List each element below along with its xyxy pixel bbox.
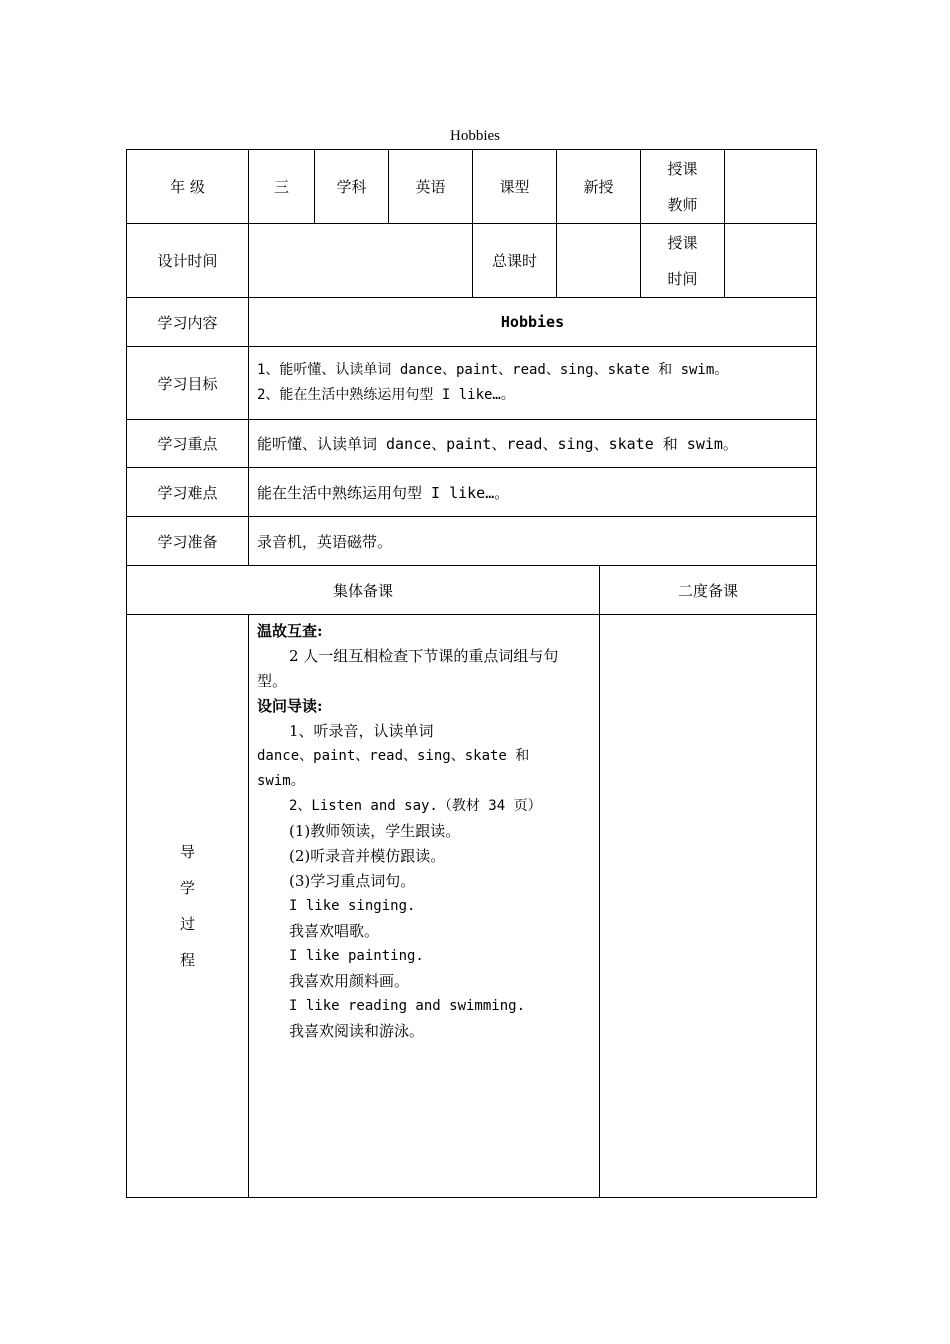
teacher-label-line1: 授课 — [667, 159, 698, 178]
difficulty-value: 能在生活中熟练运用句型 I like…。 — [249, 468, 817, 517]
design-time-label: 设计时间 — [127, 224, 249, 298]
second-prep-content — [600, 615, 817, 1198]
focus-row — [127, 420, 817, 468]
sentence3-en: I like reading and swimming. — [289, 998, 526, 1014]
header-row-1 — [127, 150, 817, 224]
lesson-plan-table — [126, 149, 817, 1198]
design-time-value — [249, 224, 473, 298]
group-prep-heading: 集体备课 — [127, 566, 600, 615]
second-prep-heading: 二度备课 — [600, 566, 817, 615]
guide-heading: 设问导读: — [257, 697, 323, 715]
sub-step-1: (1)教师领读，学生跟读。 — [289, 822, 461, 840]
focus-value: 能听懂、认读单词 dance、paint、read、sing、skate 和 swim。 — [249, 420, 817, 468]
goals-value — [249, 347, 817, 420]
sub-step-2: (2)听录音并模仿跟读。 — [289, 847, 446, 865]
process-label-char-4: 程 — [179, 951, 195, 969]
sub-step-3: (3)学习重点词句。 — [289, 872, 416, 890]
teacher-value — [725, 150, 817, 224]
goals-line-2: 2、能在生活中熟练运用句型 I like…。 — [257, 387, 515, 403]
step2: 2、Listen and say.（教材 34 页） — [289, 798, 542, 814]
process-row — [127, 615, 817, 1198]
lesson-type-value: 新授 — [557, 150, 641, 224]
class-time-label-line1: 授课 — [667, 233, 698, 252]
header-row-2 — [127, 224, 817, 298]
class-time-value — [725, 224, 817, 298]
lesson-type-label: 课型 — [473, 150, 557, 224]
difficulty-row — [127, 468, 817, 517]
process-label-char-3: 过 — [179, 915, 195, 933]
class-time-label — [641, 224, 725, 298]
sentence2-zh: 我喜欢用颜料画。 — [289, 972, 410, 990]
class-time-label-line2: 时间 — [667, 269, 698, 288]
document-title: Hobbies — [450, 128, 500, 144]
sentence2-en: I like painting. — [289, 948, 424, 964]
teacher-label-line2: 教师 — [667, 195, 698, 214]
grade-label: 年 级 — [127, 150, 249, 224]
goals-line-1: 1、能听懂、认读单词 dance、paint、read、sing、skate 和 swim。 — [257, 362, 729, 378]
step1-line1: 1、听录音，认读单词 — [289, 722, 434, 740]
subject-label: 学科 — [315, 150, 389, 224]
total-hours-value — [557, 224, 641, 298]
focus-label: 学习重点 — [127, 420, 249, 468]
process-label-char-1: 导 — [179, 843, 195, 861]
goals-label: 学习目标 — [127, 347, 249, 420]
review-text-line2: 型。 — [257, 672, 288, 690]
prep-row — [127, 517, 817, 566]
prep-label: 学习准备 — [127, 517, 249, 566]
review-text-line1: 2 人一组互相检查下节课的重点词组与句 — [289, 647, 559, 665]
section-header-row — [127, 566, 817, 615]
step1-line3: swim。 — [257, 773, 305, 789]
subject-value: 英语 — [389, 150, 473, 224]
difficulty-label: 学习难点 — [127, 468, 249, 517]
content-value: Hobbies — [249, 298, 817, 347]
process-content — [249, 615, 600, 1198]
sentence1-en: I like singing. — [289, 898, 416, 914]
sentence3-zh: 我喜欢阅读和游泳。 — [289, 1022, 425, 1040]
content-label: 学习内容 — [127, 298, 249, 347]
step1-line2: dance、paint、read、sing、skate 和 — [257, 748, 530, 764]
sentence1-zh: 我喜欢唱歌。 — [289, 922, 380, 940]
process-label — [127, 615, 249, 1198]
process-label-char-2: 学 — [179, 879, 195, 897]
goals-row — [127, 347, 817, 420]
grade-value: 三 — [249, 150, 315, 224]
prep-value: 录音机，英语磁带。 — [249, 517, 817, 566]
content-row — [127, 298, 817, 347]
teacher-label — [641, 150, 725, 224]
total-hours-label: 总课时 — [473, 224, 557, 298]
review-heading: 温故互查: — [257, 622, 323, 640]
